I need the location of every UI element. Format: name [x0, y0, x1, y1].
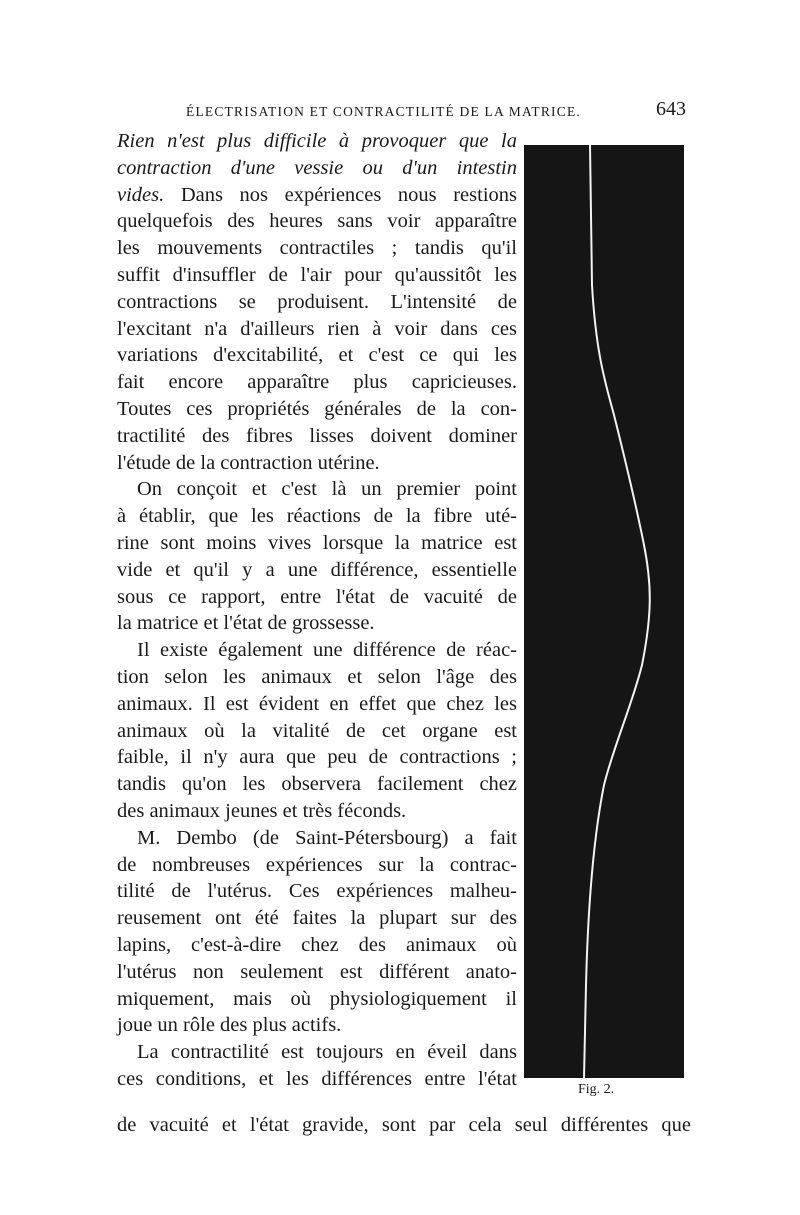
figure-tracing — [524, 145, 684, 1078]
text-line — [117, 182, 517, 209]
figure-caption: Fig. 2. — [578, 1082, 615, 1097]
text-line: l'étude de la contraction utérine. — [117, 451, 380, 474]
text-line: La contractilité est toujours en éveil dans — [137, 1041, 517, 1064]
running-head: ÉLECTRISATION ET CONTRACTILITÉ DE LA MATRICE. — [186, 104, 581, 119]
text-line: quelquefois des heures sans voir apparaître — [117, 210, 517, 233]
text-line: miquement, mais où physiologiquement il — [117, 987, 517, 1010]
text-line — [117, 155, 517, 182]
text-line: Il existe également une différence de réac- — [137, 639, 517, 662]
text-line: des animaux jeunes et très féconds. — [117, 799, 407, 822]
text-line: vide et qu'il y a une différence, essentielle — [117, 558, 517, 581]
text-line: tractilité des fibres lisses doivent dominer — [117, 424, 517, 447]
text-line: tion selon les animaux et selon l'âge des — [117, 665, 517, 688]
tracing-curve-svg — [524, 145, 684, 1078]
text-line: joue un rôle des plus actifs. — [117, 1014, 342, 1037]
text-line: Toutes ces propriétés générales de la con- — [117, 397, 517, 420]
text-line: la matrice et l'état de grossesse. — [117, 612, 375, 635]
text-line: sous ce rapport, entre l'état de vacuité de — [117, 585, 517, 608]
page-number: 643 — [656, 98, 686, 120]
text-line: de nombreuses expériences sur la contrac- — [117, 853, 517, 876]
text-line: faible, il n'y aura que peu de contractions ; — [117, 746, 517, 769]
text-line: suffit d'insuffler de l'air pour qu'aussitôt les — [117, 263, 517, 286]
text-line: les mouvements contractiles ; tandis qu'il — [117, 237, 517, 260]
body-text-full-width — [117, 1112, 691, 1139]
italic-text: vides. — [117, 183, 165, 206]
text-line: à établir, que les réactions de la fibre uté- — [117, 505, 517, 528]
text-line: rine sont moins vives lorsque la matrice est — [117, 531, 517, 554]
text-line: On conçoit et c'est là un premier point — [137, 478, 517, 501]
italic-text: Rien n'est plus difficile à provoquer que la — [117, 130, 517, 152]
text-line: contractions se produisent. L'intensité de — [117, 290, 517, 313]
text-line: fait encore apparaître plus capricieuses. — [117, 371, 517, 394]
text-line: de vacuité et l'état gravide, sont par cela seul différentes que — [117, 1114, 691, 1136]
text-line: tandis qu'on les observera facilement chez — [117, 773, 517, 796]
text-line: reusement ont été faites la plupart sur des — [117, 907, 517, 930]
text-line: M. Dembo (de Saint-Pétersbourg) a fait — [137, 826, 517, 849]
body-text — [117, 128, 517, 1093]
text-line: l'utérus non seulement est différent anato- — [117, 960, 517, 983]
contraction-curve — [584, 145, 650, 1078]
text-line: lapins, c'est-à-dire chez des animaux où — [117, 933, 517, 956]
text-line: tilité de l'utérus. Ces expériences malheu- — [117, 880, 517, 903]
text-line: animaux où la vitalité de cet organe est — [117, 719, 517, 742]
page-header — [186, 98, 686, 128]
text-line: animaux. Il est évident en effet que chez les — [117, 692, 517, 715]
text-line: l'excitant n'a d'ailleurs rien à voir dans ces — [117, 317, 517, 340]
text-line: ces conditions, et les différences entre l'état — [117, 1067, 517, 1090]
italic-text: contraction d'une vessie ou d'un intestin — [117, 156, 517, 179]
roman-text: Dans nos expériences nous restions — [164, 183, 517, 206]
text-line — [117, 128, 517, 155]
text-line: variations d'excitabilité, et c'est ce qui les — [117, 344, 517, 367]
